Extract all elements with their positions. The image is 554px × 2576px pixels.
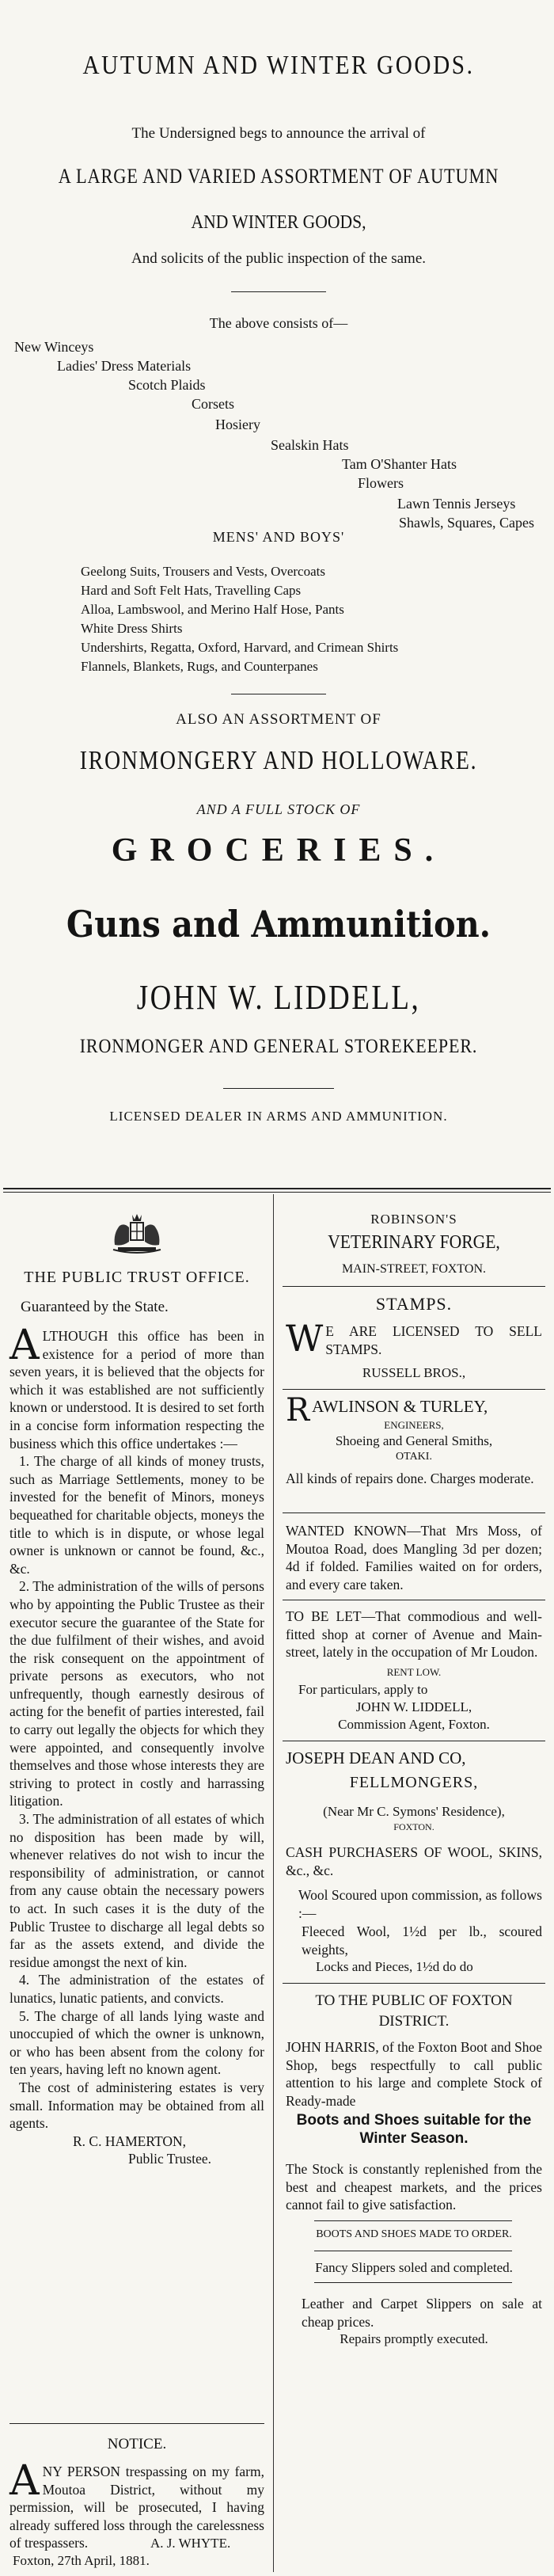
- wanted-known-notice: WANTED KNOWN—That Mrs Moss, of Moutoa Road, does Mangling 3d per dozen; 4d if folded. Families waited on for orders, and every care taken.: [286, 1523, 542, 1592]
- section-rule: [3, 1188, 551, 1189]
- goods-item: Tam O'Shanter Hats: [342, 456, 457, 472]
- to-let-signer-title: Commission Agent, Foxton.: [338, 1717, 490, 1732]
- goods-item: Ladies' Dress Materials: [57, 358, 192, 374]
- mens-item: Geelong Suits, Trousers and Vests, Overcoats: [81, 564, 325, 579]
- rent-low-text: RENT LOW.: [386, 1666, 442, 1678]
- public-trust-title: THE PUBLIC TRUST OFFICE.: [24, 1269, 250, 1286]
- to-let-notice: TO BE LET—That commodious and well-fitted shop at corner of Avenue and Main-street, lately in the occupation of Mr Loudon.: [286, 1608, 542, 1661]
- drop-cap: R: [286, 1392, 310, 1429]
- public-trust-body: [9, 1322, 264, 2168]
- column-divider: [273, 1194, 274, 2572]
- notice-title: NOTICE.: [107, 2436, 167, 2452]
- rawlinson-town: OTAKI.: [396, 1451, 432, 1463]
- section-rule: [283, 1983, 545, 1984]
- merchant-occupation: IRONMONGER AND GENERAL STOREKEEPER.: [79, 1036, 478, 1057]
- and-winter-goods-heading: AND WINTER GOODS,: [191, 212, 366, 233]
- divider: [314, 2282, 512, 2283]
- stamps-title: STAMPS.: [375, 1294, 453, 1314]
- dean-cash: CASH PURCHASERS OF WOOL, SKINS, &c., &c.: [286, 1844, 542, 1878]
- apply-text: For particulars, apply to: [298, 1682, 428, 1697]
- paragraph: 4. The administration of the estates of lunatics, lunatic patients, and convicts.: [9, 1972, 264, 2006]
- consists-heading: The above consists of—: [209, 315, 348, 331]
- autumn-winter-title: AUTUMN AND WINTER GOODS.: [82, 51, 475, 80]
- veterinary-forge-heading: VETERINARY FORGE,: [328, 1232, 500, 1253]
- paragraph: 2. The administration of the wills of persons who by appointing the Public Trustee as their executor secure the guarantee of the State for the due fulfilment of their wishes, and avoid the risk consequent on the appointment of private persons as executors, who not unfrequently, though earnestly desirous of acting for the benefit of parties interested, fail to carry out legally the objects for which they were appointed, and consequently involve themselves and those whose interests they are striving to protect in costly and harrassing litigation.: [9, 1578, 264, 1809]
- goods-item: New Winceys: [14, 339, 94, 355]
- royal-coat-of-arms-icon: [108, 1210, 165, 1256]
- paragraph: 3. The administration of all estates of which no disposition has been made by will, whenever relatives do not wish to incur the responsibility of administration, or cannot from any cause obtain the necessary powers to act. In such cases it is the duty of the Public Trustee to discharge all legal debts so far as the assets extend, and divide the residue amongst the next of kin.: [9, 1811, 264, 1970]
- dean-town: FOXTON.: [393, 1821, 434, 1832]
- paragraph: NY PERSON trespassing on my farm, Moutoa District, without my permission, will be prosecuted, I having already suffered loss through the carelessness of trespassers.: [9, 2464, 264, 2551]
- goods-item: Sealskin Hats: [271, 437, 349, 453]
- mens-item: White Dress Shirts: [81, 621, 183, 636]
- dean-title: JOSEPH DEAN AND CO,: [286, 1748, 466, 1767]
- public-trust-intro: [9, 1322, 264, 1452]
- solicit-text: And solicits of the public inspection of the same.: [131, 250, 426, 267]
- harris-order: BOOTS AND SHOES MADE TO ORDER.: [316, 2228, 512, 2240]
- mens-item: Hard and Soft Felt Hats, Travelling Caps: [81, 583, 302, 598]
- signer-title: Public Trustee.: [128, 2151, 212, 2167]
- robinson-address: MAIN-STREET, FOXTON.: [341, 1262, 487, 1276]
- also-assortment-text: ALSO AN ASSORTMENT OF: [176, 711, 381, 728]
- rawlinson-desc: Shoeing and General Smiths,: [335, 1433, 493, 1448]
- paragraph: E ARE LICENSED TO SELL STAMPS.: [325, 1323, 542, 1357]
- mens-item: Undershirts, Regatta, Oxford, Harvard, and Crimean Shirts: [81, 640, 399, 655]
- divider: [231, 291, 326, 292]
- guaranteed-text: Guaranteed by the State.: [21, 1299, 169, 1315]
- dean-near: (Near Mr C. Symons' Residence),: [323, 1804, 505, 1819]
- harris-body: JOHN HARRIS, of the Foxton Boot and Shoe Shop, begs respectfully to call public attention to his large and complete Stock of Ready-made: [286, 2039, 542, 2109]
- mens-item: Alloa, Lambswool, and Merino Half Hose, Pants: [81, 602, 344, 617]
- groceries-heading: GROCERIES.: [111, 832, 446, 869]
- harris-boots-heading: Boots and Shoes suitable for the Winter Season.: [296, 2112, 532, 2147]
- merchant-name: JOHN W. LIDDELL,: [136, 978, 421, 1017]
- section-rule: [283, 1286, 545, 1287]
- paragraph: 1. The charge of all kinds of money trusts, such as Marriage Settlements, money to be invested for the benefit of Minors, moneys bequeathed for charitable objects, moneys the title to which is in dispute, or whose legal owner is unknown or cannot be found, &c., &c.: [9, 1453, 264, 1577]
- harris-leather: Leather and Carpet Slippers on sale at cheap prices.: [302, 2296, 542, 2330]
- full-stock-text: AND A FULL STOCK OF: [196, 801, 361, 817]
- robinson-title: ROBINSON'S: [370, 1212, 457, 1227]
- mens-boys-heading: MENS' AND BOYS': [212, 529, 345, 545]
- section-rule: [283, 1512, 545, 1513]
- dean-fleeced: Fleeced Wool, 1½d per lb., scoured weights,: [302, 1923, 542, 1958]
- ironmongery-heading: IRONMONGERY AND HOLLOWARE.: [79, 746, 478, 775]
- notice-signer: A. J. WHYTE.: [150, 2536, 231, 2551]
- rawlinson-body: All kinds of repairs done. Charges moderate.: [286, 1471, 534, 1486]
- goods-item: Corsets: [192, 396, 234, 412]
- goods-item: Scotch Plaids: [128, 377, 206, 393]
- goods-item: Lawn Tennis Jerseys: [397, 496, 516, 512]
- dean-scoured: Wool Scoured upon commission, as follows :—: [298, 1887, 542, 1921]
- announce-text: The Undersigned begs to announce the arrival of: [131, 125, 426, 142]
- harris-title: TO THE PUBLIC OF FOXTON DISTRICT.: [315, 1992, 513, 2030]
- dean-locks: Locks and Pieces, 1½d do do: [316, 1959, 473, 1974]
- goods-item: Shawls, Squares, Capes: [399, 515, 534, 531]
- notice-date: Foxton, 27th April, 1881.: [13, 2553, 150, 2568]
- harris-stock: The Stock is constantly replenished from the best and cheapest markets, and the prices cannot fail to give satisfaction.: [286, 2161, 542, 2213]
- large-assortment-heading: A LARGE AND VARIED ASSORTMENT OF AUTUMN: [58, 165, 499, 188]
- dean-sub: FELLMONGERS,: [349, 1774, 479, 1791]
- rawlinson-name: AWLINSON & TURLEY,: [312, 1397, 488, 1416]
- goods-item: Flowers: [358, 475, 404, 491]
- paragraph: The cost of administering estates is very small. Information may be obtained from all agents.: [9, 2079, 264, 2132]
- guns-ammunition-heading: Guns and Ammunition.: [66, 903, 491, 946]
- harris-fancy: Fancy Slippers soled and completed.: [315, 2260, 513, 2275]
- section-rule: [3, 1192, 551, 1193]
- section-rule: [9, 2423, 264, 2424]
- paragraph: LTHOUGH this office has been in existence for a period of more than seven years, it is believed that the objects for which it was established are not sufficiently known or understood. It is desired to set forth in a concise form information respecting the business which this office undertakes :—: [9, 1328, 264, 1452]
- mens-item: Flannels, Blankets, Rugs, and Counterpanes: [81, 659, 318, 674]
- licensed-dealer-text: LICENSED DEALER IN ARMS AND AMMUNITION.: [109, 1109, 448, 1124]
- drop-cap: W: [286, 1317, 324, 1360]
- stamps-signer: RUSSELL BROS.,: [362, 1365, 466, 1380]
- drop-cap: A: [9, 2457, 40, 2505]
- stamps-body: [283, 1317, 545, 1360]
- to-let-signer: JOHN W. LIDDELL,: [355, 1699, 472, 1714]
- paragraph: 5. The charge of all lands lying waste and unoccupied of which the owner is unknown, or who has been absent from the colony for ten years, having left no known agent.: [9, 2007, 264, 2078]
- goods-item: Hosiery: [215, 417, 260, 432]
- drop-cap: A: [9, 1322, 40, 1369]
- divider: [314, 2220, 512, 2221]
- signer-name: R. C. HAMERTON,: [73, 2133, 187, 2149]
- divider: [223, 1088, 334, 1089]
- rawlinson-trade: ENGINEERS,: [384, 1419, 444, 1431]
- section-rule: [283, 1389, 545, 1390]
- harris-repairs: Repairs promptly executed.: [340, 2331, 488, 2346]
